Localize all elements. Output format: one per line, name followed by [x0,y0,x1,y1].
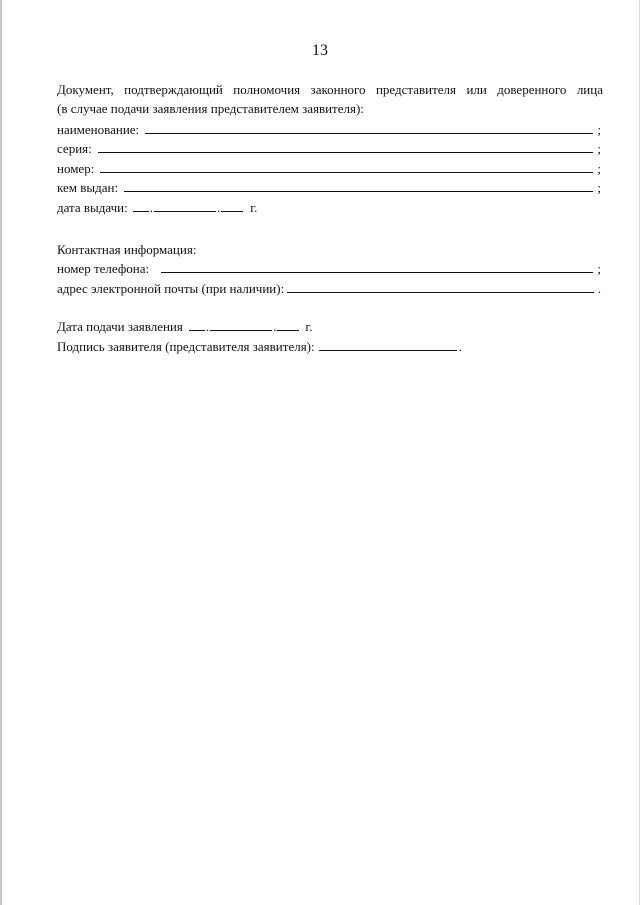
spacer [57,216,603,238]
field-phone[interactable] [57,258,603,278]
submission-date-dot2: . [273,318,277,334]
field-email-label: адрес электронной почты (при наличии): [57,280,285,296]
field-number-blank[interactable] [100,171,593,173]
scan-left-edge [0,0,2,905]
spacer [57,297,603,315]
submission-day-blank[interactable] [189,329,205,331]
signature-label: Подпись заявителя (представителя заявителя): [57,338,315,354]
field-issue-date[interactable] [57,196,603,216]
field-number-end: ; [597,160,601,176]
contact-heading-line [57,238,603,258]
issue-date-label: дата выдачи: [57,200,128,215]
field-phone-label: номер телефона: [57,261,150,276]
signature-blank[interactable] [319,349,457,351]
field-series-end: ; [597,141,601,156]
signature-line[interactable] [57,335,603,355]
submission-year-blank[interactable] [277,329,299,331]
field-number-label: номер: [57,160,95,176]
representative-heading-line1: Документ, подтверждающий полномочия законного представителя или доверенного лица [57,82,603,97]
submission-year-suffix: г. [305,318,313,334]
submission-date[interactable] [57,315,603,335]
form-content [57,80,603,355]
submission-date-dot1: . [205,318,210,334]
field-name-label: наименование: [57,121,140,137]
field-email-blank[interactable] [287,291,594,293]
field-number[interactable] [57,157,603,177]
issue-date-year-blank[interactable] [221,210,243,212]
field-issued-by[interactable] [57,177,603,197]
submission-month-blank[interactable] [210,329,272,331]
field-name-blank[interactable] [145,132,593,134]
field-name-end: ; [597,121,601,137]
issue-date-dot2: . [217,200,221,215]
field-phone-blank[interactable] [161,271,593,273]
issue-date-day-blank[interactable] [133,210,149,212]
contact-heading: Контактная информация: [57,241,197,257]
field-series-label: серия: [57,141,92,156]
field-phone-end: ; [597,261,601,276]
field-issued-by-label: кем выдан: [57,180,119,195]
submission-date-label: Дата подачи заявления [57,318,183,334]
field-series-blank[interactable] [98,151,594,153]
field-issued-by-blank[interactable] [124,190,593,192]
field-name[interactable] [57,118,603,138]
field-email[interactable] [57,277,603,297]
field-issued-by-end: ; [597,180,601,195]
representative-heading-line2: (в случае подачи заявления представителем заявителя): [57,101,364,116]
page-number: 13 [312,42,328,59]
issue-date-month-blank[interactable] [154,210,216,212]
field-email-end: . [597,280,601,296]
signature-end: . [458,338,462,354]
issue-date-year-suffix: г. [250,200,258,215]
issue-date-dot1: . [149,200,154,215]
field-series[interactable] [57,138,603,158]
